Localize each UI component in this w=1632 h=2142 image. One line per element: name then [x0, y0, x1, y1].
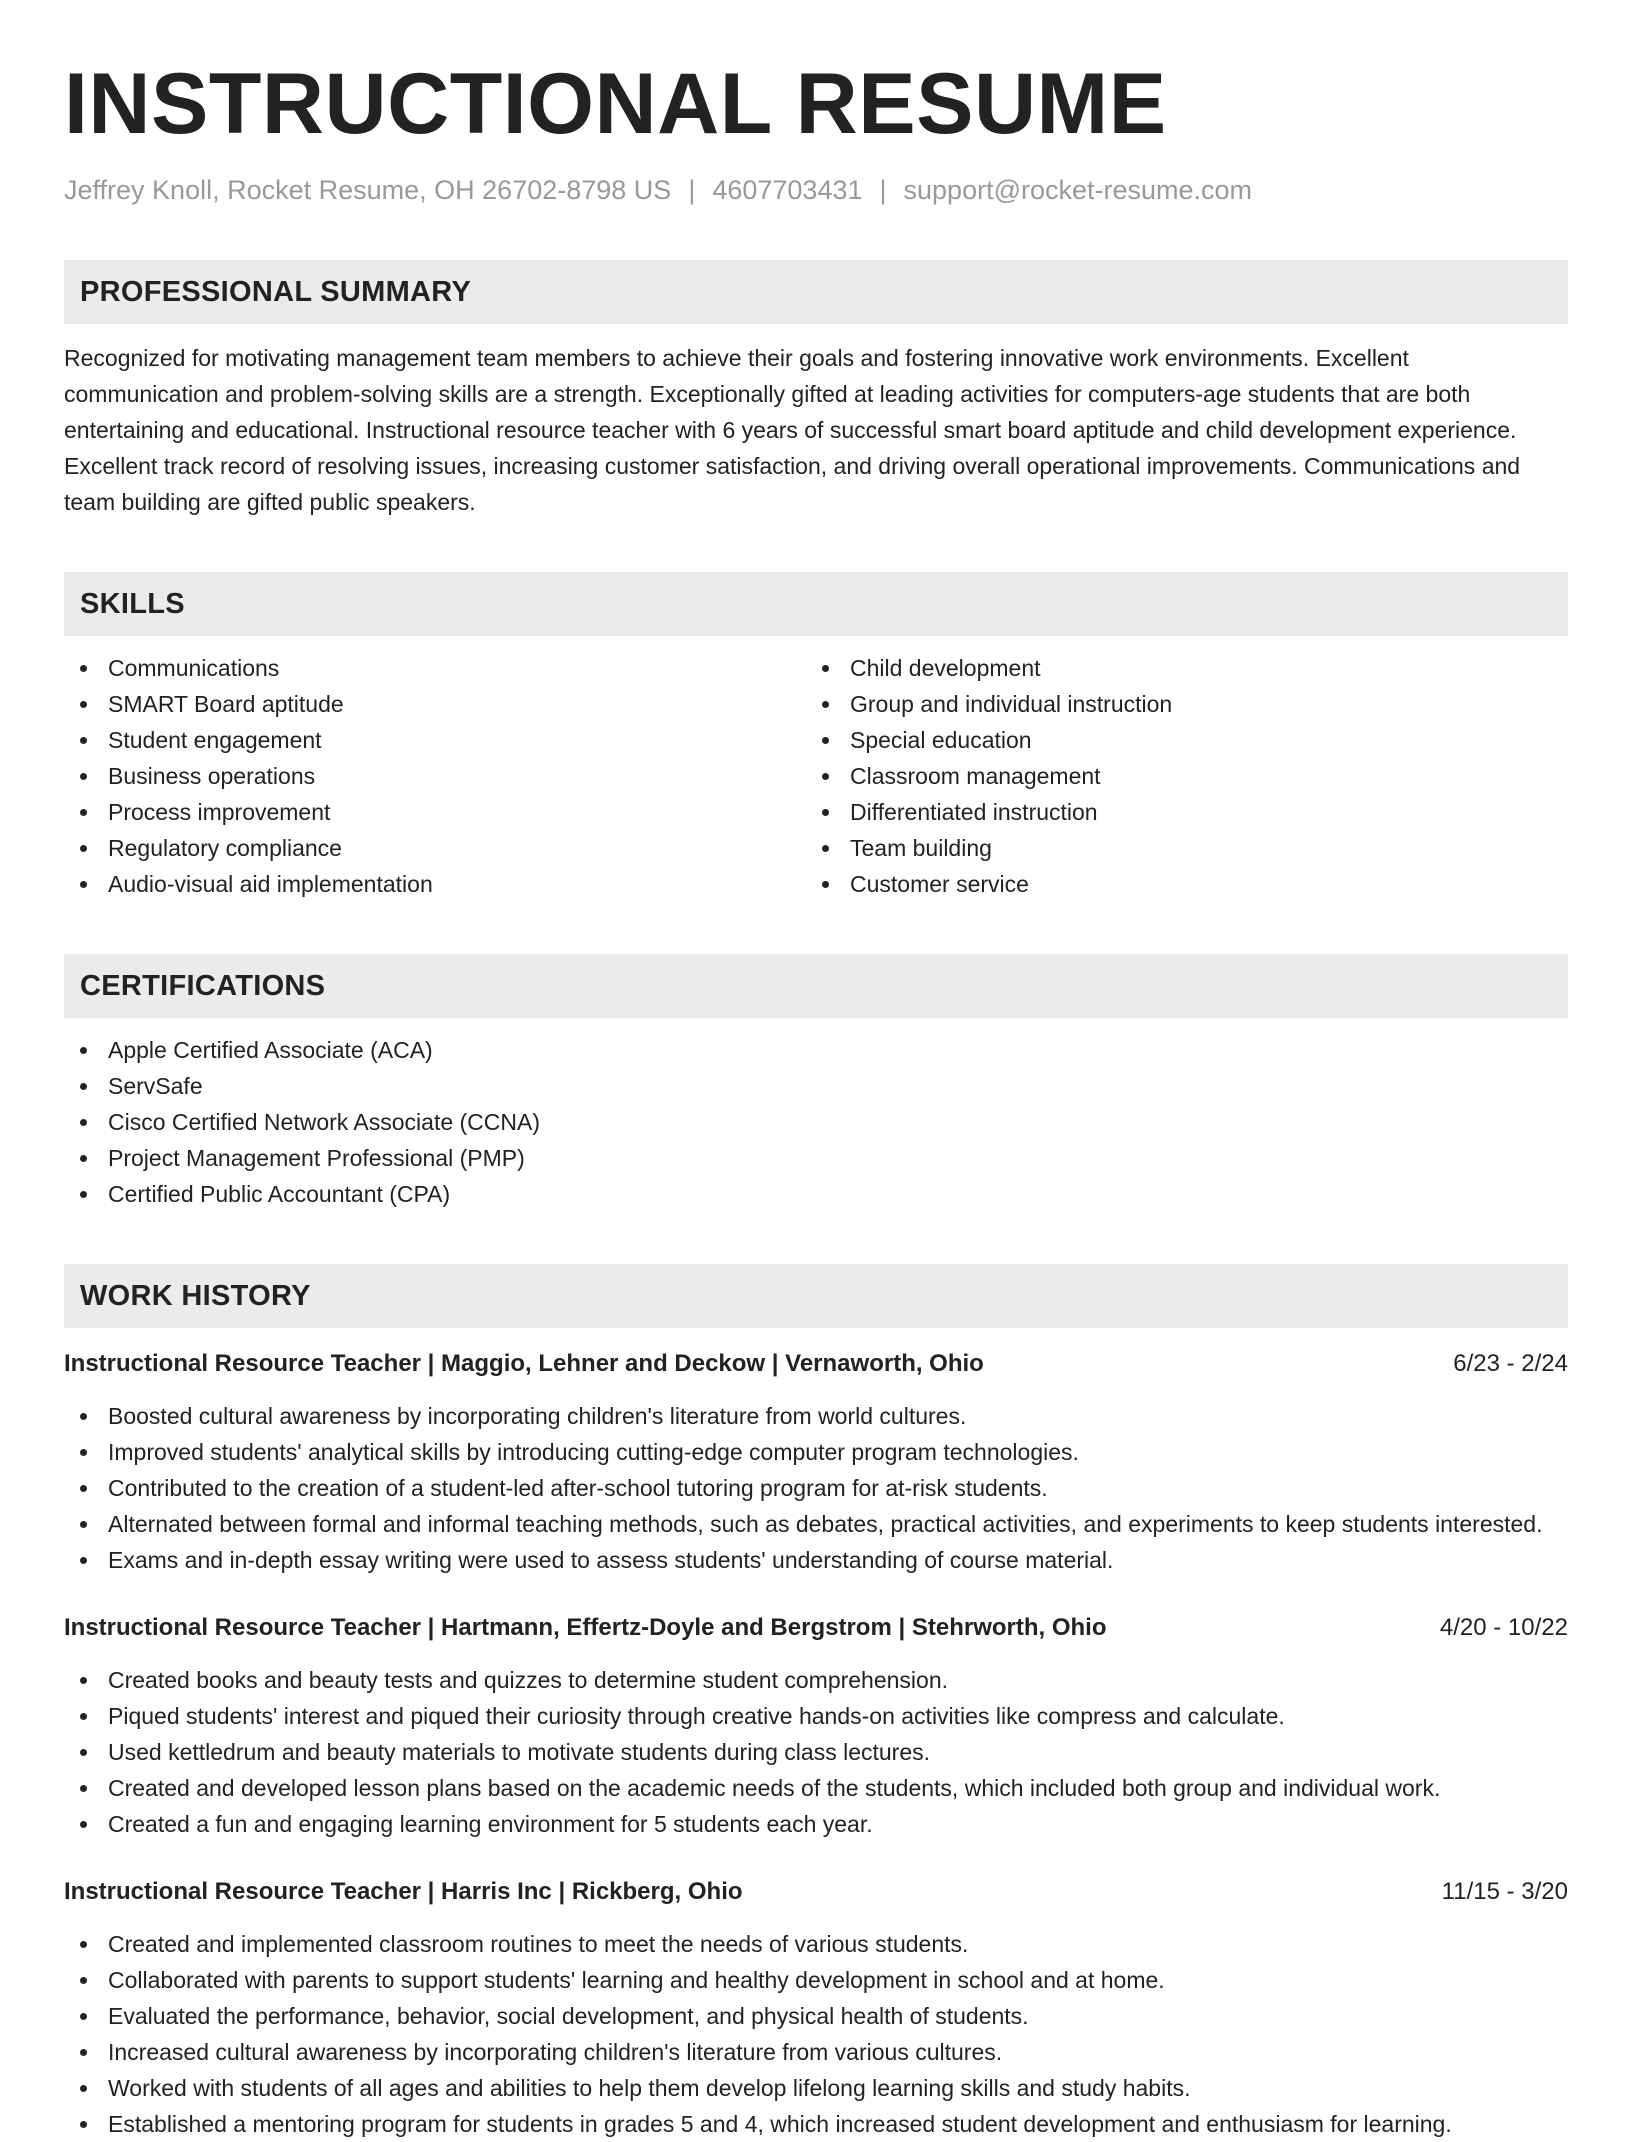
list-item: Business operations: [64, 758, 806, 794]
list-item: Worked with students of all ages and abilities to help them develop lifelong learning skills and study habits.: [64, 2070, 1568, 2106]
contact-separator: |: [879, 175, 887, 205]
list-item: Collaborated with parents to support students' learning and healthy development in school and at home.: [64, 1962, 1568, 1998]
job-bullets: [64, 1662, 1568, 1842]
list-item: Created books and beauty tests and quizzes to determine student comprehension.: [64, 1662, 1568, 1698]
certifications-list: [64, 1032, 1568, 1212]
list-item: Certified Public Accountant (CPA): [64, 1176, 1568, 1212]
list-item: ServSafe: [64, 1068, 1568, 1104]
list-item: Group and individual instruction: [806, 686, 1548, 722]
skills-list-right: [806, 650, 1548, 902]
list-item: Piqued students' interest and piqued their curiosity through creative hands-on activities like compress and calculate.: [64, 1698, 1568, 1734]
resume-page: [64, 56, 1568, 2142]
list-item: Communications: [64, 650, 806, 686]
job-dates: 4/20 - 10/22: [1439, 1614, 1568, 1641]
list-item: Contributed to the creation of a student-led after-school tutoring program for at-risk students.: [64, 1470, 1568, 1506]
list-item: Established a mentoring program for students in grades 5 and 4, which increased student development and enthusiasm for learning.: [64, 2106, 1568, 2142]
job-header: [64, 1346, 1568, 1382]
summary-text: Recognized for motivating management team members to achieve their goals and fostering innovative work environments. Excellent communication and problem-solving skills are a strength. Exceptionally gifted at leading activities for computers-age students that are both entertaining and educational. Instructional resource teacher with 6 years of successful smart board aptitude and child development experience. Excellent track record of resolving issues, increasing customer satisfaction, and driving overall operational improvements. Communications and team building are gifted public speakers.: [64, 345, 1521, 515]
list-item: Alternated between formal and informal teaching methods, such as debates, practical activities, and experiments to keep students interested.: [64, 1506, 1568, 1542]
skills-grid: [64, 650, 1568, 902]
resume-title: INSTRUCTIONAL RESUME: [64, 56, 1167, 152]
list-item: Regulatory compliance: [64, 830, 806, 866]
job-entry: [64, 1610, 1568, 1842]
list-item: Team building: [806, 830, 1548, 866]
job-bullets: [64, 1926, 1568, 2142]
list-item: Child development: [806, 650, 1548, 686]
job-title: Instructional Resource Teacher | Hartmann, Effertz-Doyle and Bergstrom | Stehrworth, Ohio: [64, 1614, 1107, 1641]
section-header-skills: SKILLS: [64, 572, 1568, 636]
section-header-certifications: CERTIFICATIONS: [64, 954, 1568, 1018]
contact-address: Jeffrey Knoll, Rocket Resume, OH 26702-8798 US: [64, 175, 672, 205]
job-title: Instructional Resource Teacher | Maggio, Lehner and Deckow | Vernaworth, Ohio: [64, 1350, 984, 1377]
list-item: Customer service: [806, 866, 1548, 902]
contact-line: [64, 172, 1568, 208]
list-item: Improved students' analytical skills by introducing cutting-edge computer program technologies.: [64, 1434, 1568, 1470]
list-item: Project Management Professional (PMP): [64, 1140, 1568, 1176]
list-item: Classroom management: [806, 758, 1548, 794]
list-item: Created a fun and engaging learning environment for 5 students each year.: [64, 1806, 1568, 1842]
job-dates: 6/23 - 2/24: [1453, 1350, 1568, 1377]
list-item: Apple Certified Associate (ACA): [64, 1032, 1568, 1068]
job-dates: 11/15 - 3/20: [1441, 1878, 1568, 1905]
contact-separator: |: [688, 175, 696, 205]
work-history-list: [64, 1346, 1568, 2142]
list-item: Student engagement: [64, 722, 806, 758]
list-item: Audio-visual aid implementation: [64, 866, 806, 902]
list-item: Exams and in-depth essay writing were used to assess students' understanding of course material.: [64, 1542, 1568, 1578]
list-item: Used kettledrum and beauty materials to motivate students during class lectures.: [64, 1734, 1568, 1770]
list-item: Boosted cultural awareness by incorporating children's literature from world cultures.: [64, 1398, 1568, 1434]
list-item: Evaluated the performance, behavior, social development, and physical health of students.: [64, 1998, 1568, 2034]
job-header: [64, 1874, 1568, 1910]
contact-phone: 4607703431: [712, 175, 863, 205]
job-entry: [64, 1346, 1568, 1578]
job-header: [64, 1610, 1568, 1646]
job-entry: [64, 1874, 1568, 2142]
list-item: Special education: [806, 722, 1548, 758]
skills-list-left: [64, 650, 806, 902]
section-header-work-history: WORK HISTORY: [64, 1264, 1568, 1328]
job-bullets: [64, 1398, 1568, 1578]
job-title: Instructional Resource Teacher | Harris Inc | Rickberg, Ohio: [64, 1878, 743, 1905]
list-item: SMART Board aptitude: [64, 686, 806, 722]
list-item: Created and implemented classroom routines to meet the needs of various students.: [64, 1926, 1568, 1962]
list-item: Created and developed lesson plans based on the academic needs of the students, which included both group and individual work.: [64, 1770, 1568, 1806]
list-item: Process improvement: [64, 794, 806, 830]
contact-email: support@rocket-resume.com: [903, 175, 1253, 205]
section-header-summary: PROFESSIONAL SUMMARY: [64, 260, 1568, 324]
list-item: Cisco Certified Network Associate (CCNA): [64, 1104, 1568, 1140]
list-item: Increased cultural awareness by incorporating children's literature from various cultures.: [64, 2034, 1568, 2070]
list-item: Differentiated instruction: [806, 794, 1548, 830]
